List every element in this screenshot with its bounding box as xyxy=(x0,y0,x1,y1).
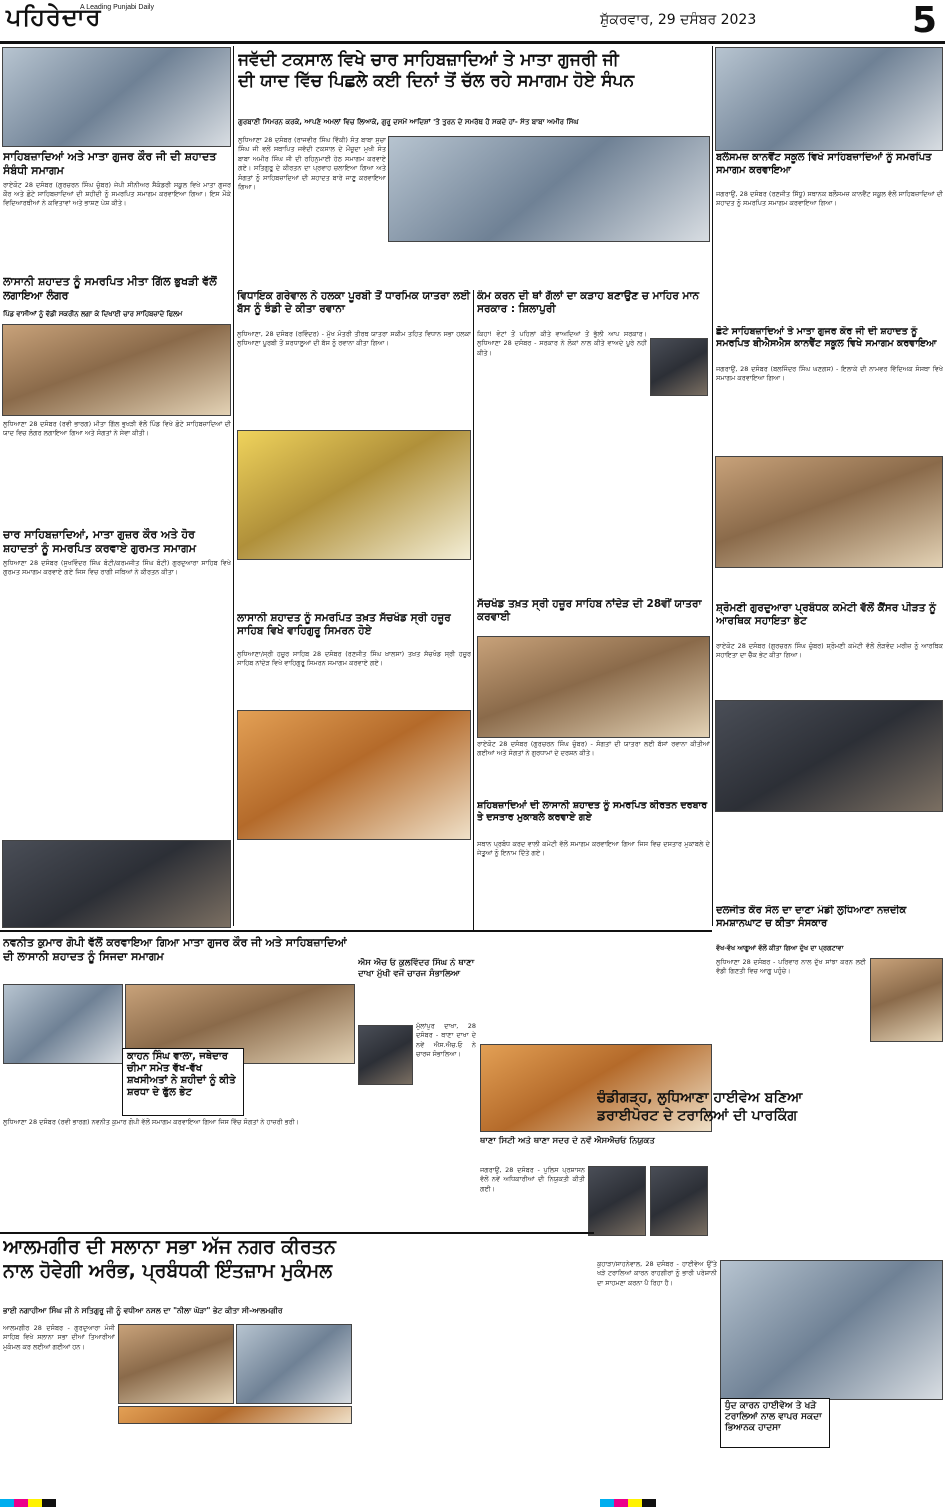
section-rule xyxy=(0,930,712,932)
headline: ਦਲਜੀਤ ਕੌਰ ਸੋਲ ਦਾ ਦਾਣਾ ਮੰਡੀ ਲੁਧਿਆਣਾ ਨਜ਼ਦੀਕ ਸਮਸ਼ਾਨਘਾਟ ਚ ਕੀਤਾ ਸੰਸਕਾਰ xyxy=(716,905,907,929)
headline: ਸਾਹਿਬਜ਼ਾਦਿਆਂ ਅਤੇ ਮਾਤਾ ਗੁਜਰ ਕੌਰ ਜੀ ਦੀ ਸ਼ਹਾਦਤ ਸੰਬੰਧੀ ਸਮਾਗਮ xyxy=(3,150,217,177)
photo-sho-sadar xyxy=(650,1166,708,1236)
story-right-1-body xyxy=(716,190,943,320)
photo-gurdwara-alamgir xyxy=(118,1324,234,1404)
headline-line-2: ਨਾਲ ਹੋਵੇਗੀ ਅਰੰਭ, ਪ੍ਰਬੰਧਕੀ ਇੰਤਜ਼ਾਮ ਮੁਕੰਮਲ xyxy=(3,1259,333,1282)
story-lower-1-inset: ਕਾਹਨ ਸਿੰਘ ਵਾਲਾ, ਜਥੇਦਾਰ ਚੀਮਾ ਸਮੇਤ ਵੱਖ-ਵੱਖ ਸ਼ਖਸੀਅਤਾਂ ਨੇ ਸ਼ਹੀਦਾਂ ਨੂੰ ਕੀਤੇ ਸ਼ਰਧਾ ਦੇ ਫੁੱਲ ਭੇਟ xyxy=(122,1048,244,1116)
headline: ਸੱਚਖੰਡ ਤਖ਼ਤ ਸ੍ਰੀ ਹਜ਼ੂਰ ਸਾਹਿਬ ਨਾਂਦੇੜ ਦੀ 28ਵੀਂ ਯਾਤਰਾ ਕਰਵਾਈ xyxy=(477,598,702,624)
body: ਰਾਏਕੋਟ 28 ਦਸੰਬਰ (ਗੁਰਚਰਨ ਸਿੰਘ ਚੁੰਬਰ) - ਸੰਗਤਾਂ ਦੀ ਯਾਤਰਾ ਲਈ ਬੱਸਾਂ ਰਵਾਨਾ ਕੀਤੀਆਂ ਗਈਆਂ ਅਤੇ ਸੰਗਤਾਂ ਨੇ ਗੁਰਧਾਮਾਂ ਦੇ ਦਰਸ਼ਨ ਕੀਤੇ। xyxy=(477,740,710,758)
headline: ਵਿਧਾਇਕ ਗਰੇਵਾਲ ਨੇ ਹਲਕਾ ਪੂਰਬੀ ਤੋਂ ਧਾਰਮਿਕ ਯਾਤਰਾ ਲਈ ਬੱਸ ਨੂੰ ਝੰਡੀ ਦੇ ਕੀਤਾ ਰਵਾਨਾ xyxy=(237,290,470,316)
column-rule xyxy=(233,46,234,926)
lead-headline-block xyxy=(238,50,710,125)
body: ਜਗਰਾਉਂ, 28 ਦਸੰਬਰ (ਰਣਜੀਤ ਸਿੱਧੂ) ਸਥਾਨਕ ਬਲੌਸਮਜ਼ ਕਾਨਵੈਂਟ ਸਕੂਲ ਵੱਲੋਂ ਸਾਹਿਬਜ਼ਾਦਿਆਂ ਦੀ ਸ਼ਹਾਦਤ ਨੂੰ ਸਮਰਪਿਤ ਸਮਾਗਮ ਕਰਵਾਇਆ ਗਿਆ। xyxy=(716,190,943,208)
photo-sangat-alamgir xyxy=(236,1324,352,1404)
body: ਲੁਧਿਆਣਾ 28 ਦਸੰਬਰ (ਰਵੀ ਭਾਰਗ) ਨਵਨੀਤ ਕੁਮਾਰ ਗੋਪੀ ਵੱਲੋਂ ਸਮਾਗਮ ਕਰਵਾਇਆ ਗਿਆ ਜਿਸ ਵਿੱਚ ਸੰਗਤਾਂ ਨੇ ਹਾਜ਼ਰੀ ਭਰੀ। xyxy=(3,1118,300,1126)
story-mid-c-head xyxy=(477,290,710,330)
lead-headline-line-1: ਜਵੱਦੀ ਟਕਸਾਲ ਵਿਖੇ ਚਾਰ ਸਾਹਿਬਜ਼ਾਦਿਆਂ ਤੇ ਮਾਤਾ ਗੁਜਰੀ ਜੀ xyxy=(238,50,619,70)
story-mid-a-head xyxy=(237,290,471,330)
story-lower-2-body xyxy=(416,1022,476,1142)
photo-highway-trucks xyxy=(720,1260,943,1400)
story-right-2-head xyxy=(716,326,943,364)
story-lower-1-body xyxy=(3,1118,353,1223)
body: ਮੁੱਲਾਂਪੁਰ ਦਾਖਾ, 28 ਦਸੰਬਰ - ਥਾਣਾ ਦਾਖਾ ਦੇ ਨਵੇਂ ਐਸ.ਐਚ.ਓ ਨੇ ਚਾਰਜ ਸੰਭਾਲਿਆ। xyxy=(416,1022,476,1059)
section-rule xyxy=(0,1232,594,1234)
photo-strip xyxy=(118,1406,352,1424)
column-rule xyxy=(712,46,713,926)
story-mid-e-head xyxy=(477,800,710,840)
page-number: 5 xyxy=(911,0,937,41)
headline: ਲਾਸਾਨੀ ਸ਼ਹਾਦਤ ਨੂੰ ਸਮਰਪਿਤ ਤਖ਼ਤ ਸੱਚਖੰਡ ਸ੍ਰੀ ਹਜ਼ੂਰ ਸਾਹਿਬ ਵਿਖੇ ਵਾਹਿਗੁਰੂ ਸਿਮਰਨ ਹੋਏ xyxy=(237,612,451,638)
story-right-2-body xyxy=(716,365,943,455)
story-mid-e-body xyxy=(477,840,710,930)
photo-langar xyxy=(2,324,231,416)
story-lower-4-kicker xyxy=(3,1306,593,1320)
kicker: ਭਾਈ ਨਗਾਹੀਆ ਸਿੰਘ ਜੀ ਨੇ ਸਤਿਗੁਰੂ ਜੀ ਨੂੰ ਵਧੀਆ ਨਸਲ ਦਾ "ਨੀਲਾ ਘੋੜਾ" ਭੇਟ ਕੀਤਾ ਸੀ-ਆਲਮਗੀਰ xyxy=(3,1306,283,1315)
lead-headline-line-2: ਦੀ ਯਾਦ ਵਿੱਚ ਪਿਛਲੇ ਕਈ ਦਿਨਾਂ ਤੋਂ ਚੱਲ ਰਹੇ ਸਮਾਗਮ ਹੋਏ ਸੰਪਨ xyxy=(238,71,635,92)
body: ਰਾਏਕੋਟ 28 ਦਸੰਬਰ (ਗੁਰਚਰਨ ਸਿੰਘ ਚੁੰਬਰ) ਸ਼੍ਰੋਮਣੀ ਕਮੇਟੀ ਵੱਲੋਂ ਲੋੜਵੰਦ ਮਰੀਜ਼ ਨੂੰ ਆਰਥਿਕ ਸਹਾਇਤਾ ਦਾ ਚੈੱਕ ਭੇਟ ਕੀਤਾ ਗਿਆ। xyxy=(716,642,943,660)
photo-bus-yatra xyxy=(237,430,471,560)
newspaper-logo: ਪਹਿਰੇਦਾਰ xyxy=(6,3,102,31)
lead-body: ਲੁਧਿਆਣਾ 28 ਦਸੰਬਰ (ਰਾਜਵੀਰ ਸਿੰਘ ਵਿੱਕੀ) ਸੰਤ ਬਾਬਾ ਸੁਚਾ ਸਿੰਘ ਜੀ ਵਲੋਂ ਸਥਾਪਿਤ ਜਵੱਦੀ ਟਕਸਾਲ ਦੇ ਮੌਜੂਦਾ ਮੁਖੀ ਸੰਤ ਬਾਬਾ ਅਮੀਰ ਸਿੰਘ ਜੀ ਦੀ ਰਹਿਨੁਮਾਈ ਹੇਠ ਸਮਾਗਮ ਕਰਵਾਏ ਗਏ। ਸਤਿਗੁਰੂ ਦੇ ਕੀਰਤਨ ਦਾ ਪ੍ਰਵਾਹ ਚਲਾਇਆ ਗਿਆ ਅਤੇ ਸੰਗਤਾਂ ਨੂੰ ਸਾਹਿਬਜ਼ਾਦਿਆਂ ਦੀ ਸ਼ਹਾਦਤ ਬਾਰੇ ਜਾਣੂ ਕਰਵਾਇਆ ਗਿਆ। xyxy=(238,136,386,192)
body: ਲੁਧਿਆਣਾ 28 ਦਸੰਬਰ (ਸੁਖਵਿੰਦਰ ਸਿੰਘ ਬੰਟੀ/ਕਰਮਜੀਤ ਸਿੰਘ ਬੰਟੀ) ਗੁਰਦੁਆਰਾ ਸਾਹਿਬ ਵਿਖੇ ਗੁਰਮਤ ਸਮਾਗਮ ਕਰਵਾਏ ਗਏ ਜਿਸ ਵਿਚ ਰਾਗੀ ਜਥਿਆਂ ਨੇ ਕੀਰਤਨ ਕੀਤਾ। xyxy=(3,558,231,576)
lead-kicker: ਗੁਰਬਾਣੀ ਸਿਮਰਨ ਕਰਕੇ, ਆਪਣੇ ਅਮਲਾਂ ਵਿਚ ਲਿਆਕੇ, ਗੁਰੂ ਦਸਮੇਂ ਆਦਿਸ਼ਾਂ 'ਤੇ ਤੁਰਨ ਦੇ ਸਮਰੱਥ ਹੋ ਸਕਦੇ ਹਾਂ- ਸੰਤ ਬਾਬਾ ਅਮੀਰ ਸਿੰਘ xyxy=(238,118,579,126)
column-rule xyxy=(473,290,474,930)
story-lower-5-head xyxy=(597,1090,943,1150)
story-right-4-kicker xyxy=(716,944,943,956)
photo-bss-school xyxy=(715,456,943,568)
story-right-4-body xyxy=(716,958,866,1078)
body: ਕਿਹਾ! ਵੋਟਾਂ ਤੋਂ ਪਹਿਲਾਂ ਕੀਤੇ ਵਾਅਦਿਆਂ ਤੋਂ ਭੁੱਲੀ ਆਪ ਸਰਕਾਰ। ਲੁਧਿਆਣਾ 28 ਦਸੰਬਰ - ਸਰਕਾਰ ਨੇ ਲੋਕਾਂ ਨਾਲ ਕੀਤੇ ਵਾਅਦੇ ਪੂਰੇ ਨਹੀਂ ਕੀਤੇ। xyxy=(477,330,647,357)
headline: ਨਵਨੀਤ ਕੁਮਾਰ ਗੋਪੀ ਵੱਲੋਂ ਕਰਵਾਇਆ ਗਿਆ ਮਾਤਾ ਗੁਜਰ ਕੌਰ ਜੀ ਅਤੇ ਸਾਹਿਬਜ਼ਾਦਿਆਂ ਦੀ ਲਾਸਾਨੀ ਸ਼ਹਾਦਤ ਨੂੰ ਸਿਜਦਾ ਸਮਾਗਮ xyxy=(3,936,347,963)
photo-hazur-sahib xyxy=(237,710,471,840)
headline: ਐਸ ਐਚ ਓ ਕੁਲਵਿੰਦਰ ਸਿੰਘ ਨੇ ਥਾਣਾ ਦਾਖਾ ਮੁੱਖੀ ਵਜੋਂ ਚਾਰਜ ਸੰਭਾਲਿਆ xyxy=(358,958,475,979)
photo-lead-ceremony xyxy=(388,136,710,242)
headline: ਸ਼ਹਿਬਜ਼ਾਦਿਆਂ ਦੀ ਲਾਸਾਨੀ ਸ਼ਹਾਦਤ ਨੂੰ ਸਮਰਪਿਤ ਕੀਰਤਨ ਦਰਬਾਰ ਤੇ ਦਸਤਾਰ ਮੁਕਾਬਲੇ ਕਰਵਾਏ ਗਏ xyxy=(477,800,708,823)
color-registration-bar xyxy=(0,1499,56,1507)
body: ਸਥਾਨ ਪ੍ਰਬੰਧ ਕਰਦ ਵਾਲੀ ਕਮੇਟੀ ਵੱਲੋਂ ਸਮਾਗਮ ਕਰਵਾਇਆ ਗਿਆ ਜਿਸ ਵਿਚ ਦਸਤਾਰ ਮੁਕਾਬਲੇ ਦੇ ਜੇਤੂਆਂ ਨੂੰ ਇਨਾਮ ਦਿੱਤੇ ਗਏ। xyxy=(477,840,710,858)
headline: ਥਾਣਾ ਸਿਟੀ ਅਤੇ ਥਾਣਾ ਸਦਰ ਦੇ ਨਵੇਂ ਐਸਐਚਓ ਨਿਯੁਕਤ xyxy=(480,1136,655,1146)
story-mid-d-head xyxy=(477,598,710,636)
story-left-2-head xyxy=(3,275,231,307)
story-lower-1-head xyxy=(3,936,353,984)
photo-daljit-kaur-portrait xyxy=(870,958,943,1042)
kicker: ਪਿੰਡ ਵਾਸੀਆਂ ਨੂੰ ਵੱਡੀ ਸਕਰੀਨ ਲਗਾ ਕੇ ਦਿਖਾਈ ਚਾਰ ਸਾਹਿਬਜ਼ਾਦੇ ਫਿਲਮ xyxy=(3,310,183,318)
body: ਆਲਮਗੀਰ 28 ਦਸੰਬਰ - ਗੁਰਦੁਆਰਾ ਮੰਜੀ ਸਾਹਿਬ ਵਿਖੇ ਸਲਾਨਾ ਸਭਾ ਦੀਆਂ ਤਿਆਰੀਆਂ ਮੁਕੰਮਲ ਕਰ ਲਈਆਂ ਗਈਆਂ ਹਨ। xyxy=(3,1324,115,1351)
photo-shilapuri-portrait xyxy=(650,338,708,396)
story-right-1-head xyxy=(716,152,943,190)
photo-navneet-gopi xyxy=(3,984,123,1064)
story-right-4-head xyxy=(716,905,943,943)
story-mid-b-body xyxy=(237,650,471,710)
body: ਰਾਏਕੋਟ 28 ਦਸੰਬਰ (ਗੁਰਚਰਨ ਸਿੰਘ ਚੁੰਬਰ) ਜੇਪੀ ਸੀਨੀਅਰ ਸੈਕੰਡਰੀ ਸਕੂਲ ਵਿਖੇ ਮਾਤਾ ਗੁਜਰ ਕੌਰ ਅਤੇ ਛੋਟੇ ਸਾਹਿਬਜ਼ਾਦਿਆਂ ਦੀ ਸ਼ਹੀਦੀ ਨੂੰ ਸਮਰਪਿਤ ਸਮਾਗਮ ਕਰਵਾਇਆ ਗਿਆ। ਇਸ ਮੌਕੇ ਵਿਦਿਆਰਥੀਆਂ ਨੇ ਕਵਿਤਾਵਾਂ ਅਤੇ ਭਾਸ਼ਣ ਪੇਸ਼ ਕੀਤੇ। xyxy=(3,180,231,208)
story-mid-a-body xyxy=(237,330,471,430)
body: ਲੁਧਿਆਣਾ, 28 ਦਸੰਬਰ (ਰਵਿੰਦਰ) - ਮੁੱਖ ਮੰਤਰੀ ਤੀਰਥ ਯਾਤਰਾ ਸਕੀਮ ਤਹਿਤ ਵਿਧਾਨ ਸਭਾ ਹਲਕਾ ਲੁਧਿਆਣਾ ਪੂਰਬੀ ਤੋਂ ਸ਼ਰਧਾਲੂਆਂ ਦੀ ਬੱਸ ਨੂੰ ਰਵਾਨਾ ਕੀਤਾ ਗਿਆ। xyxy=(237,330,471,348)
photo-school-children xyxy=(715,47,943,151)
body: ਜਗਰਾਉਂ, 28 ਦਸੰਬਰ - ਪੁਲਿਸ ਪ੍ਰਸ਼ਾਸਨ ਵੱਲੋਂ ਨਵੇਂ ਅਧਿਕਾਰੀਆਂ ਦੀ ਨਿਯੁਕਤੀ ਕੀਤੀ ਗਈ। xyxy=(480,1166,585,1193)
story-lower-5-body xyxy=(597,1260,717,1490)
headline-line-1: ਚੰਡੀਗੜ੍ਹ, ਲੁਧਿਆਣਾ ਹਾਈਵੇਅ ਬਣਿਆ xyxy=(597,1090,803,1106)
photo-sho-portrait xyxy=(358,1025,413,1085)
kicker: ਵੱਖ-ਵੱਖ ਆਗੂਆਂ ਵੱਲੋਂ ਕੀਤਾ ਗਿਆ ਦੁੱਖ ਦਾ ਪ੍ਰਗਟਾਵਾ xyxy=(716,944,844,952)
story-lower-2-head xyxy=(358,958,476,1018)
story-mid-d-body xyxy=(477,740,710,800)
lead-body-block xyxy=(238,136,386,281)
story-right-3-body xyxy=(716,642,943,702)
body: ਲੁਧਿਆਣਾ/ਸ੍ਰੀ ਹਜ਼ੂਰ ਸਾਹਿਬ 28 ਦਸੰਬਰ (ਰਣਜੀਤ ਸਿੰਘ ਖ਼ਾਲਸਾ) ਤਖ਼ਤ ਸੱਚਖੰਡ ਸ੍ਰੀ ਹਜ਼ੂਰ ਸਾਹਿਬ ਨਾਂਦੇੜ ਵਿਖੇ ਵਾਹਿਗੁਰੂ ਸਿਮਰਨ ਸਮਾਗਮ ਕਰਵਾਏ ਗਏ। xyxy=(237,650,471,668)
masthead xyxy=(0,0,945,44)
tagline: A Leading Punjabi Daily xyxy=(80,4,154,11)
body: ਜਗਰਾਉਂ, 28 ਦਸੰਬਰ (ਬਲਜਿੰਦਰ ਸਿੰਘ ਘਣਗਸ) - ਇਲਾਕੇ ਦੀ ਨਾਮਵਰ ਵਿੱਦਿਅਕ ਸੰਸਥਾ ਵਿਖੇ ਸਮਾਗਮ ਕਰਵਾਇਆ ਗਿਆ। xyxy=(716,365,943,383)
photo-sho-city xyxy=(588,1166,646,1236)
body: ਲੁਧਿਆਣਾ 28 ਦਸੰਬਰ - ਪਰਿਵਾਰ ਨਾਲ ਦੁੱਖ ਸਾਂਝਾ ਕਰਨ ਲਈ ਵੱਡੀ ਗਿਣਤੀ ਵਿਚ ਆਗੂ ਪਹੁੰਚੇ। xyxy=(716,958,866,976)
story-left-2-kicker xyxy=(3,310,231,322)
photo-kirtan xyxy=(2,840,231,928)
lead-kicker-block xyxy=(238,118,710,132)
story-right-3-head xyxy=(716,602,943,642)
photo-sgpc-cheque xyxy=(715,700,943,812)
headline-line-2: ਡਰਾਈਪੋਰਟ ਦੇ ਟਰਾਲਿਆਂ ਦੀ ਪਾਰਕਿੰਗ xyxy=(597,1107,798,1124)
story-lower-4-body xyxy=(3,1324,115,1499)
story-left-3 xyxy=(3,528,231,788)
photo-students xyxy=(2,47,231,147)
story-lower-4-head xyxy=(3,1236,593,1302)
body: ਕੁਹਾੜਾ/ਸਾਹਨੇਵਾਲ, 28 ਦਸੰਬਰ - ਹਾਈਵੇਅ ਉੱਤੇ ਖੜੇ ਟਰਾਲਿਆਂ ਕਾਰਨ ਰਾਹਗੀਰਾਂ ਨੂੰ ਭਾਰੀ ਪਰੇਸ਼ਾਨੀ ਦਾ ਸਾਹਮਣਾ ਕਰਨਾ ਪੈ ਰਿਹਾ ਹੈ। xyxy=(597,1260,717,1287)
photo-yatra-group xyxy=(477,636,710,738)
story-mid-c-body xyxy=(477,330,647,510)
headline: ਚਾਰ ਸਾਹਿਬਜ਼ਾਦਿਆਂ, ਮਾਤਾ ਗੁਜ਼ਰ ਕੌਰ ਅਤੇ ਹੋਰ ਸ਼ਹਾਦਤਾਂ ਨੂੰ ਸਮਰਪਿਤ ਕਰਵਾਏ ਗੁਰਮਤ ਸਮਾਗਮ xyxy=(3,528,197,555)
story-mid-b-head xyxy=(237,612,471,652)
headline: ਕੰਮ ਕਰਨ ਦੀ ਥਾਂ ਗੱਲਾਂ ਦਾ ਕੜਾਹ ਬਣਾਉਣ ਚ ਮਾਹਿਰ ਮਾਨ ਸਰਕਾਰ : ਸ਼ਿਲਾਪੁਰੀ xyxy=(477,290,700,316)
headline-line-1: ਆਲਮਗੀਰ ਦੀ ਸਲਾਨਾ ਸਭਾ ਅੱਜ ਨਗਰ ਕੀਰਤਨ xyxy=(3,1236,336,1258)
headline: ਛੋਟੇ ਸਾਹਿਬਜ਼ਾਦਿਆਂ ਤੇ ਮਾਤਾ ਗੁਜਰ ਕੌਰ ਜੀ ਦੀ ਸ਼ਹਾਦਤ ਨੂੰ ਸਮਰਪਿਤ ਬੀਐਸਐਸ ਕਾਨਵੈਂਟ ਸਕੂਲ ਵਿਖੇ ਸਮਾਗਮ ਕਰਵਾਇਆ xyxy=(716,326,937,349)
headline: ਬਲੌਸਮਜ਼ ਕਾਨਵੈਂਟ ਸਕੂਲ ਵਿਖੇ ਸਾਹਿਬਜ਼ਾਦਿਆਂ ਨੂੰ ਸਮਰਪਿਤ ਸਮਾਗਮ ਕਰਵਾਇਆ xyxy=(716,152,932,176)
color-registration-bar xyxy=(600,1499,656,1507)
headline: ਸ਼੍ਰੋਮਣੀ ਗੁਰਦੁਆਰਾ ਪ੍ਰਬੰਧਕ ਕਮੇਟੀ ਵੱਲੋਂ ਕੈਂਸਰ ਪੀੜਤ ਨੂੰ ਆਰਥਿਕ ਸਹਾਇਤਾ ਭੇਟ xyxy=(716,602,936,628)
dateline: ਸ਼ੁੱਕਰਵਾਰ, 29 ਦਸੰਬਰ 2023 xyxy=(600,12,757,28)
story-lower-3-body xyxy=(480,1166,585,1236)
headline: ਲਾਸਾਨੀ ਸ਼ਹਾਦਤ ਨੂੰ ਸਮਰਪਿਤ ਮੀਤਾ ਗਿੱਲ ਭੁਖੜੀ ਵੱਲੋਂ ਲਗਾਇਆ ਲੰਗਰ xyxy=(3,275,217,302)
story-lower-5-inset: ਧੁੰਦ ਕਾਰਨ ਹਾਈਵੇਅ ਤੇ ਖੜੇ ਟਰਾਲਿਆਂ ਨਾਲ ਵਾਪਰ ਸਕਦਾ ਭਿਆਨਕ ਹਾਦਸਾ xyxy=(720,1398,830,1448)
story-left-2-body xyxy=(3,420,231,530)
body: ਲੁਧਿਆਣਾ 28 ਦਸੰਬਰ (ਰਵੀ ਭਾਰਗ) ਮੀਤਾ ਗਿੱਲ ਭੁਖੜੀ ਵੱਲੋਂ ਪਿੰਡ ਵਿਖੇ ਛੋਟੇ ਸਾਹਿਬਜ਼ਾਦਿਆਂ ਦੀ ਯਾਦ ਵਿਚ ਲੰਗਰ ਲਗਾਇਆ ਗਿਆ ਅਤੇ ਸੰਗਤਾਂ ਨੇ ਸੇਵਾ ਕੀਤੀ। xyxy=(3,420,231,438)
